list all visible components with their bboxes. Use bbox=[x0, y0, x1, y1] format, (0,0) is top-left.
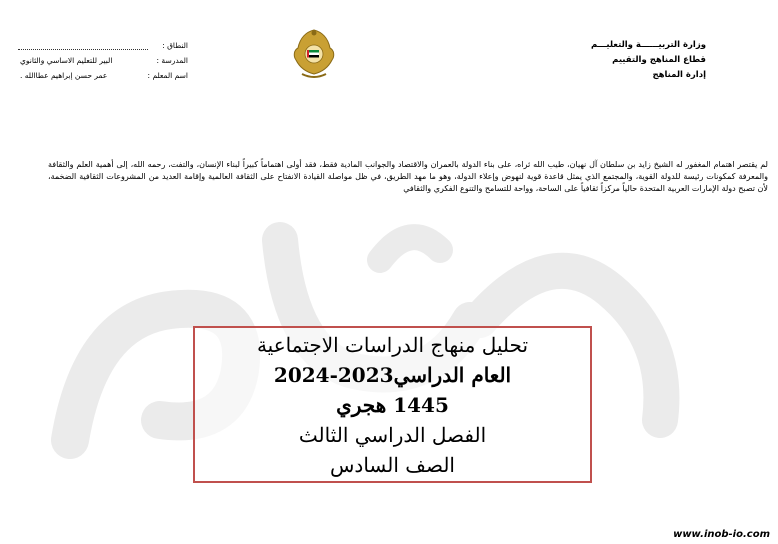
title-line-hijri: 1445 هجري bbox=[336, 393, 449, 417]
intro-paragraph: لم يقتصر اهتمام المغفور له الشيخ زايد بن سلطان آل نهيان، طيب الله ثراه، على بناء الدولة بالعمران والاقتصاد والجوانب المادية فقط، فقد أولى اهتماماً كبيراً لبناء الإنسان، والتفت، رحمه الله، إلى أهمية العلم والثقافة والمعرفة كمكونات رئيسة للدولة القوية، والمجتمع الذي يمثل قاعدة قوية لنهوض وإعلاء الدولة، وهو ما مهد الطريق، في ظل مواصلة القيادة الانفتاح على الثقافة العالمية وإقامة العديد من المشروعات الثقافية الضخمة، لأن تصبح دولة الإمارات العربية المتحدة حالياً مركزاً ثقافياً على الساحة، وواحة للتسامح والتنوع الفكري والثقافي bbox=[48, 160, 768, 193]
uae-emblem-icon bbox=[290, 26, 338, 82]
school-info bbox=[18, 38, 188, 83]
region-label: النطاق : bbox=[162, 41, 188, 50]
website-footer: www.inob-io.com bbox=[673, 529, 770, 540]
teacher-value: عمر حسن إبراهيم عطاالله . bbox=[20, 71, 108, 80]
region-row bbox=[18, 38, 188, 53]
department-name: إدارة المناهج bbox=[652, 70, 706, 80]
region-value-blank bbox=[18, 40, 148, 50]
school-value: البير للتعليم الاساسي والثانوي bbox=[20, 56, 113, 65]
title-box bbox=[193, 326, 592, 483]
teacher-row bbox=[18, 68, 188, 83]
title-line-term: الفصل الدراسي الثالث bbox=[298, 423, 487, 447]
sector-name: قطاع المناهج والتقييم bbox=[612, 55, 706, 65]
school-label: المدرسة : bbox=[156, 56, 188, 65]
ministry-header bbox=[556, 38, 706, 83]
teacher-label: اسم المعلم : bbox=[147, 71, 188, 80]
title-line-grade: الصف السادس bbox=[330, 453, 455, 477]
school-row bbox=[18, 53, 188, 68]
ministry-name: وزارة التربيــــــة والتعليـــم bbox=[590, 40, 706, 50]
title-line-year: العام الدراسي2023-2024 bbox=[273, 363, 512, 387]
title-line-subject: تحليل منهاج الدراسات الاجتماعية bbox=[256, 333, 529, 357]
